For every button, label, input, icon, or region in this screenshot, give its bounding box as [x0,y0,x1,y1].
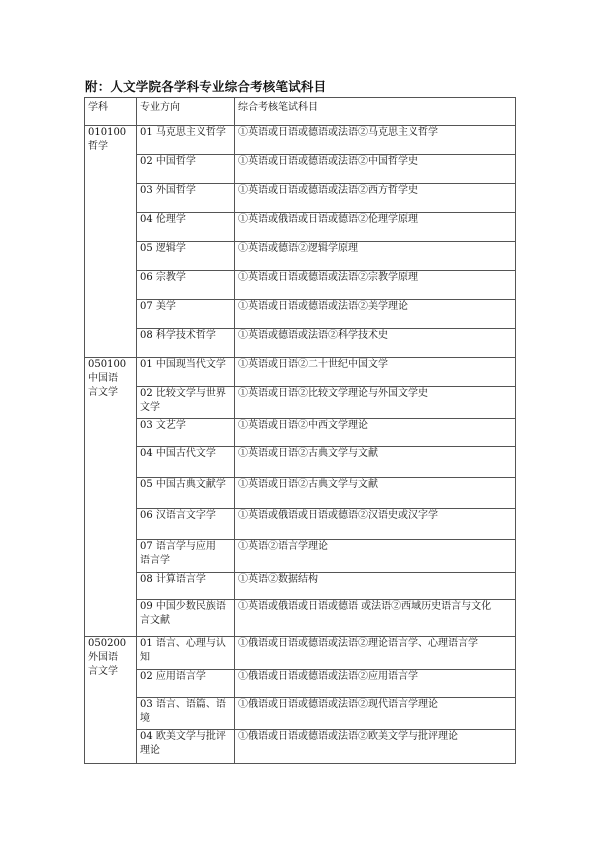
table-row [85,447,516,478]
table-row [85,670,516,698]
direction-cell: 03 外国哲学 [137,184,235,213]
exam-cell: ①英语②语言学理论 [235,540,516,573]
exam-cell: ①英语或德语②逻辑学原理 [235,242,516,271]
exam-cell: ①英语或日语或德语或法语②宗教学原理 [235,271,516,300]
direction-cell [137,600,235,637]
table-row [85,213,516,242]
direction-cell: 08 科学技术哲学 [137,329,235,358]
exam-cell: ①俄语或日语或德语或法语②欧美文学与批评理论 [235,730,516,764]
direction-cell [137,637,235,670]
direction-cell: 01 马克思主义哲学 [137,126,235,155]
table-row [85,387,516,419]
direction-cell: 05 逻辑学 [137,242,235,271]
subject-code: 010100 [88,127,127,138]
subject-name-line: 外国语 [88,652,118,663]
table-row [85,509,516,540]
direction-cell [137,540,235,573]
direction-line: 01 语言、心理与认 [140,638,226,649]
direction-line: 02 比较文学与世界 [140,388,226,399]
table-row [85,155,516,184]
exam-subjects-table [84,97,516,764]
direction-cell: 06 汉语言文字学 [137,509,235,540]
table-row [85,637,516,670]
table-header-row [85,98,516,126]
table-row [85,184,516,213]
direction-cell: 07 美学 [137,300,235,329]
header-direction: 专业方向 [137,98,235,126]
subject-name-line: 中国语 [88,373,118,384]
direction-cell: 03 文艺学 [137,419,235,447]
exam-cell: ①英语或日语②二十世纪中国文学 [235,358,516,387]
table-row [85,573,516,600]
exam-cell: ①英语或德语或法语②科学技术史 [235,329,516,358]
table-row [85,329,516,358]
subject-name-line: 言文学 [88,666,118,677]
table-row [85,698,516,730]
exam-cell: ①俄语或日语或德语或法语②理论语言学、心理语言学 [235,637,516,670]
direction-cell [137,387,235,419]
exam-cell: ①英语或日语或德语或法语②西方哲学史 [235,184,516,213]
exam-cell: ①俄语或日语或德语或法语②现代语言学理论 [235,698,516,730]
subject-name-line: 言文学 [88,387,118,398]
table-row [85,730,516,764]
direction-line: 境 [140,713,150,724]
subject-cell-chinese [85,358,137,637]
direction-cell: 04 伦理学 [137,213,235,242]
direction-cell: 06 宗教学 [137,271,235,300]
exam-cell: ①英语或俄语或日语或德语②伦理学原理 [235,213,516,242]
table-row [85,478,516,509]
exam-cell: ①英语或日语②古典文学与文献 [235,478,516,509]
exam-cell: ①俄语或日语或德语或法语②应用语言学 [235,670,516,698]
direction-cell: 05 中国古典文献学 [137,478,235,509]
direction-line: 04 欧美文学与批评 [140,731,226,742]
direction-line: 文学 [140,402,160,413]
exam-cell: ①英语或日语②古典文学与文献 [235,447,516,478]
header-exam: 综合考核笔试科目 [235,98,516,126]
direction-cell: 04 中国古代文学 [137,447,235,478]
direction-cell: 02 中国哲学 [137,155,235,184]
header-subject: 学科 [85,98,137,126]
exam-cell: ①英语或日语②比较文学理论与外国文学史 [235,387,516,419]
table-row [85,540,516,573]
direction-line: 07 语言学与应用 [140,541,216,552]
subject-code: 050100 [88,359,127,370]
exam-cell: ①英语②数据结构 [235,573,516,600]
exam-cell: ①英语或日语或德语或法语②马克思主义哲学 [235,126,516,155]
subject-code: 050200 [88,638,127,649]
exam-cell: ①英语或俄语或日语或德语②汉语史或汉字学 [235,509,516,540]
direction-cell: 08 计算语言学 [137,573,235,600]
direction-line: 语言学 [140,555,170,566]
direction-line: 03 语言、语篇、语 [140,699,226,710]
direction-cell [137,698,235,730]
table-row [85,358,516,387]
page-title: 附：人文学院各学科专业综合考核笔试科目 [85,79,327,94]
subject-cell-philosophy [85,126,137,358]
direction-cell: 02 应用语言学 [137,670,235,698]
table-row [85,242,516,271]
table-row [85,271,516,300]
direction-cell [137,730,235,764]
table-row [85,600,516,637]
direction-line: 09 中国少数民族语 [140,601,226,612]
direction-line: 理论 [140,745,160,756]
exam-cell: ①英语或日语②中西文学理论 [235,419,516,447]
exam-cell: ①英语或俄语或日语或德语 或法语②西域历史语言与文化 [235,600,516,637]
table-row [85,419,516,447]
exam-cell: ①英语或日语或德语或法语②中国哲学史 [235,155,516,184]
direction-cell: 01 中国现当代文学 [137,358,235,387]
exam-cell: ①英语或日语或德语或法语②美学理论 [235,300,516,329]
direction-line: 言文献 [140,615,170,626]
table-row [85,300,516,329]
subject-name: 哲学 [88,141,108,152]
table-row [85,126,516,155]
subject-cell-foreign [85,637,137,764]
direction-line: 知 [140,652,150,663]
